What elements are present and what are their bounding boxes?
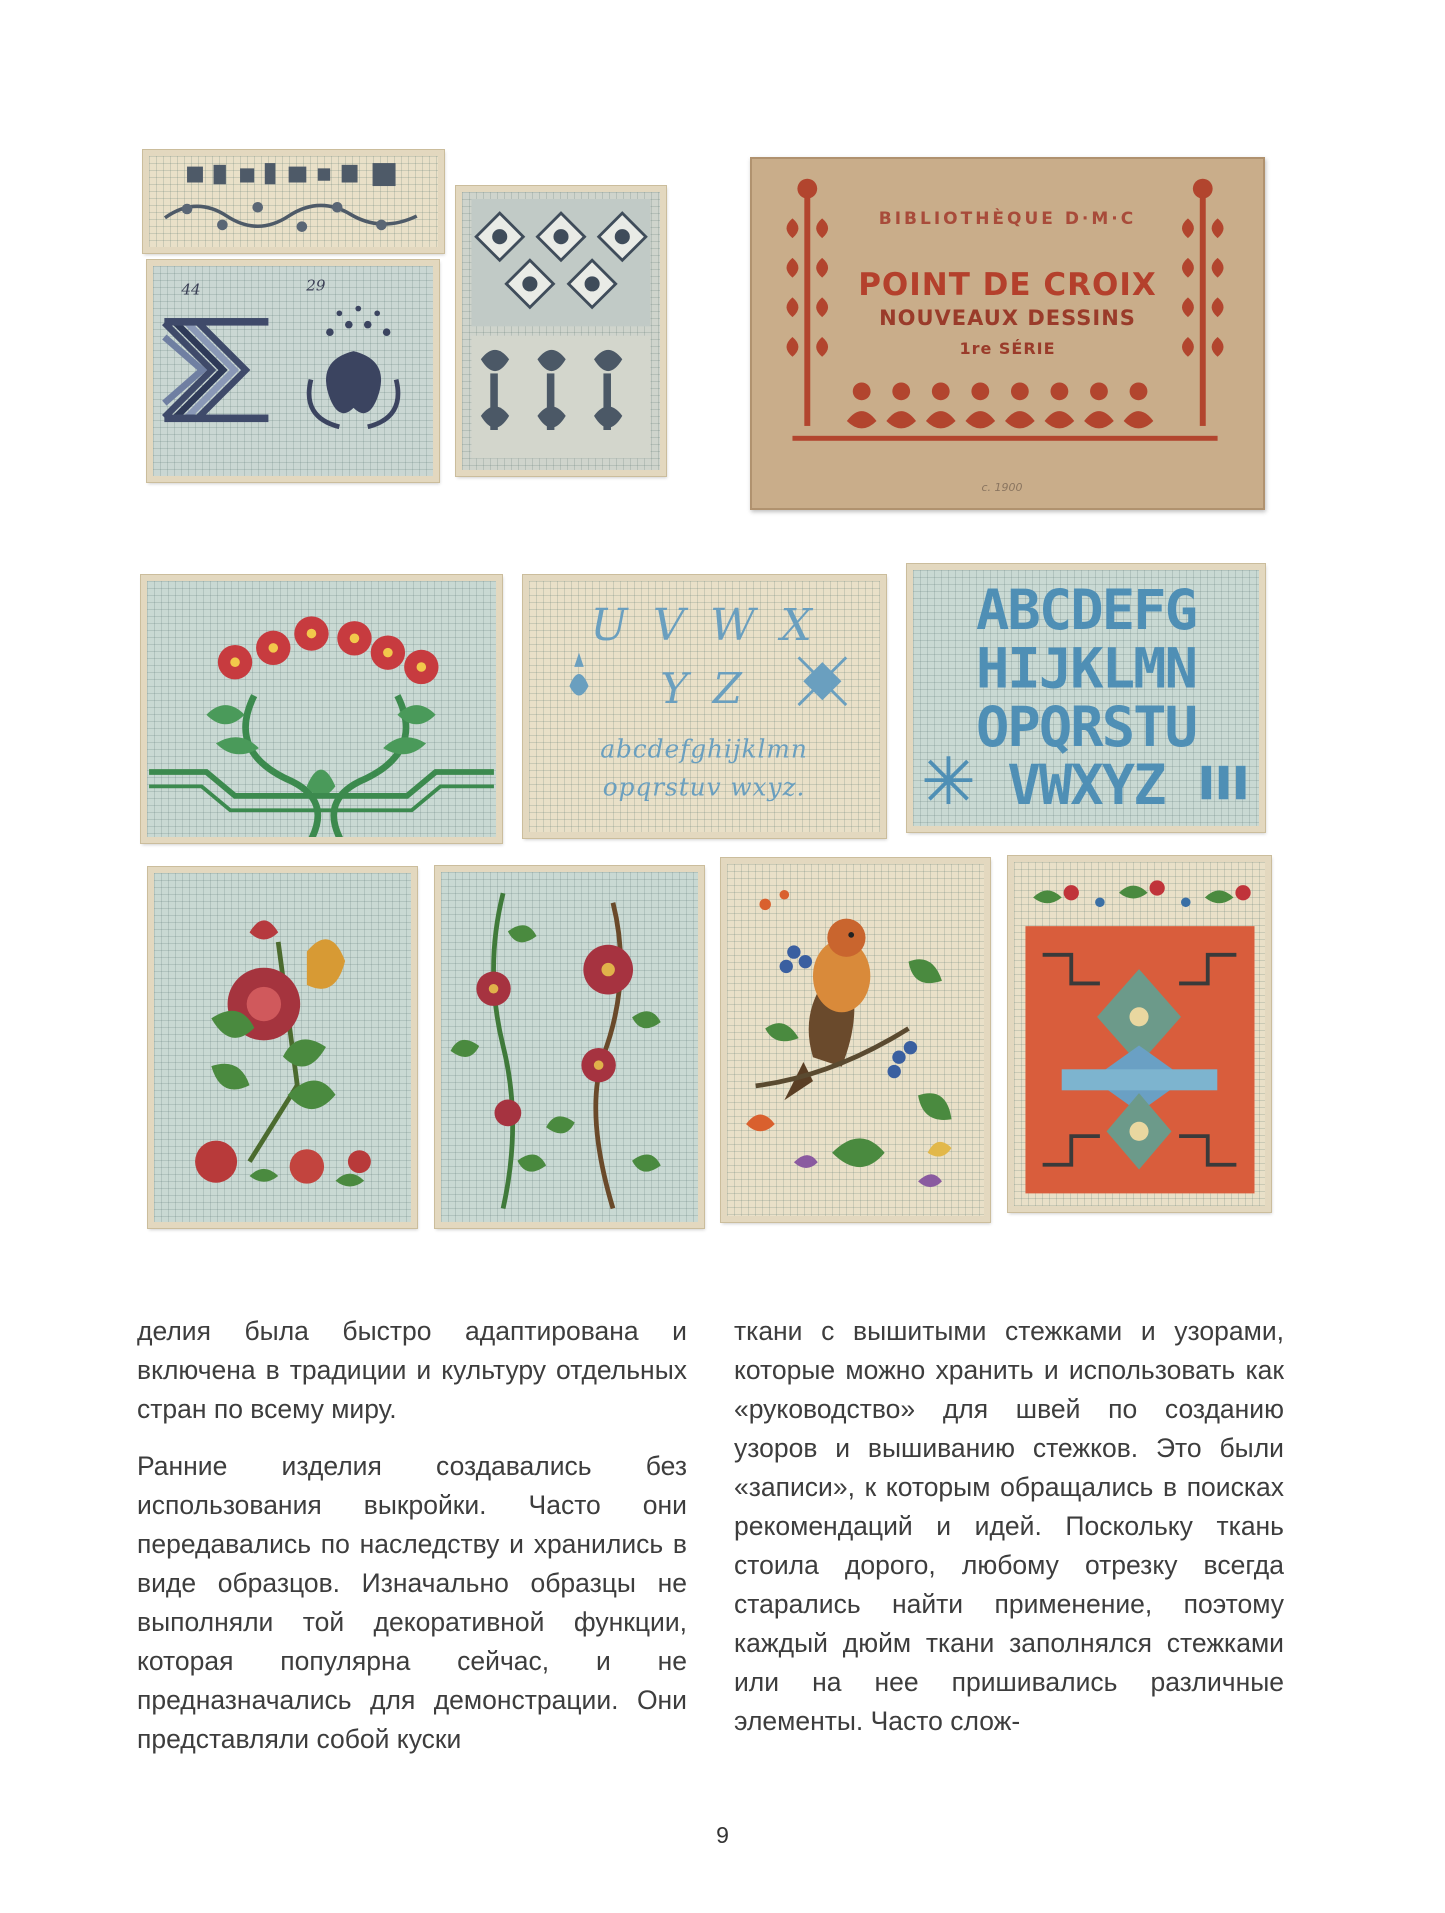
block-alphabet-line3: OPQRSTU [975, 695, 1197, 760]
red-carpet-illustration [1014, 862, 1265, 1206]
pattern-card-red-carpet [1008, 856, 1271, 1212]
dmc-booklet-cover [750, 157, 1265, 510]
text-column-right [734, 1312, 1284, 1759]
pattern-card-script-alphabet [523, 575, 886, 838]
chevron-ornament-illustration [153, 266, 433, 476]
page-number: 9 [716, 1822, 729, 1848]
paragraph: Ранние изделия создавались без использования выкройки. Часто они передавались по наследству и хранились в виде образцов. Изначально образцы не выполняли той декоративной функции, которая популярна сейчас, и не предназначались для демонстрации. Они представляли собой куски [137, 1451, 687, 1754]
motifs-strip-illustration [149, 156, 438, 247]
dmc-title: POINT DE CROIX [858, 267, 1157, 303]
dmc-pencil-note: c. 1900 [981, 481, 1023, 494]
block-alphabet-line4: VWXYZ [1007, 754, 1165, 819]
floral-borders-illustration [441, 872, 698, 1222]
pattern-number-left: 44 [181, 280, 201, 299]
script-alphabet-illustration [529, 581, 880, 832]
dmc-subtitle: NOUVEAUX DESSINS [879, 306, 1136, 330]
pattern-card-red-flowers-arch [141, 575, 502, 843]
script-alphabet-line1: U V W X [590, 600, 818, 652]
script-alphabet-line2: Y Z [660, 664, 748, 714]
paragraph: делия была быстро адаптирована и включена в традиции и культуру отдельных стран по всему миру. [137, 1316, 687, 1424]
pattern-number-right: 29 [306, 276, 326, 295]
pattern-card-lattice [456, 186, 666, 476]
pattern-card-floral-borders [435, 866, 704, 1228]
script-alphabet-line4: opqrstuv wxyz. [602, 772, 806, 802]
pattern-card-roses [148, 867, 417, 1228]
dmc-series-label: BIBLIOTHÈQUE D·M·C [878, 209, 1137, 229]
script-alphabet-line3: abcdefghijklmn [600, 734, 808, 764]
pattern-card-block-alphabet [907, 564, 1265, 832]
pattern-card-motifs-strip [143, 150, 444, 253]
text-column-left [137, 1312, 687, 1777]
paragraph: ткани с вышитыми стежками и узорами, которые можно хранить и использовать как «руководство» для швей по созданию узоров и вышиванию стежков. Это были «записи», к которым обращались в поисках рекомендаций и идей. Поскольку ткань стоила дорого, любому отрезку всегда старались найти применение, поэтому каждый дюйм ткани заполнялся стежками или на нее пришивались различные элементы. Часто слож- [734, 1316, 1284, 1736]
pattern-card-bird [721, 858, 990, 1222]
bird-illustration [727, 864, 984, 1216]
pattern-card-chevron-ornament [147, 260, 439, 482]
lattice-illustration [462, 192, 660, 470]
block-alphabet-line1: ABCDEFG [975, 579, 1197, 644]
block-alphabet-line2: HIJKLMN [975, 637, 1197, 702]
dmc-series-number: 1re SÉRIE [959, 339, 1056, 358]
block-alphabet-illustration [913, 570, 1259, 826]
roses-illustration [154, 873, 411, 1222]
flower-arch-illustration [147, 581, 496, 837]
